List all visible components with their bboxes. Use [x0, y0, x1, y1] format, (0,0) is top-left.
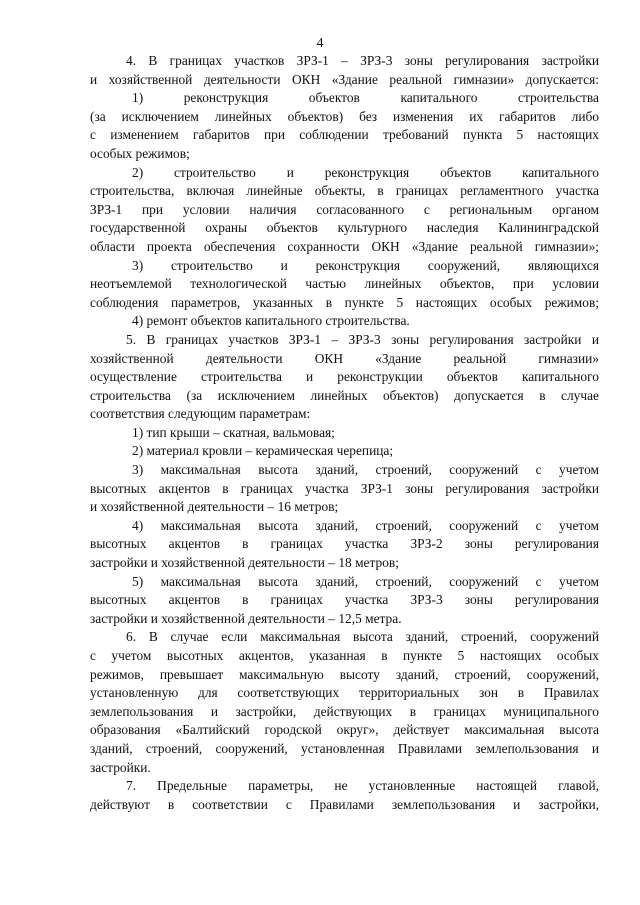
paragraph-p5-4 [90, 517, 599, 573]
text-line: землепользования и застройки, действующих в границах муниципального [90, 703, 599, 719]
paragraph-p7 [90, 777, 599, 814]
text-line: застройки. [90, 759, 151, 775]
text-line: застройки и хозяйственной деятельности – 12,5 метра. [90, 610, 402, 626]
text-line: строительства (за исключением линейных объектов) допускается в случае [90, 387, 599, 403]
text-line: 2) строительство и реконструкция объектов капитального [132, 164, 599, 180]
paragraph-p6 [90, 628, 599, 777]
text-line: 2) материал кровли – керамическая черепица; [132, 443, 394, 459]
text-line: осуществление строительства и реконструкции объектов капитального [90, 369, 599, 385]
text-line: с изменением габаритов при соблюдении требований пункта 5 настоящих [90, 127, 599, 143]
text-line: 4. В границах участков ЗРЗ-1 – ЗРЗ-3 зоны регулирования застройки [126, 53, 599, 68]
paragraph-p5-1 [90, 424, 599, 443]
text-line: 1) реконструкция объектов капитального строительства [132, 90, 599, 106]
paragraph-p5 [90, 331, 599, 424]
paragraph-p5-5 [90, 573, 599, 629]
text-line: высотных акцентов в границах участка ЗРЗ-3 зоны регулирования [90, 592, 599, 608]
text-line: особых режимов; [90, 145, 190, 161]
text-line: 3) максимальная высота зданий, строений, сооружений с учетом [132, 462, 599, 478]
text-line: 4) ремонт объектов капитального строительства. [132, 313, 410, 329]
paragraph-p4-2 [90, 164, 599, 257]
paragraph-p4-1 [90, 89, 599, 163]
page-number: 4 [316, 36, 324, 51]
text-line: высотных акцентов в границах участка ЗРЗ-2 зоны регулирования [90, 536, 599, 552]
text-line: строительства, включая линейные объекты, в границах регламентного участка [90, 183, 599, 199]
paragraph-p4 [90, 52, 599, 89]
text-line: 7. Предельные параметры, не установленные настоящей главой, [126, 778, 599, 794]
text-line: с учетом высотных акцентов, указанная в пункте 5 настоящих особых [90, 648, 599, 663]
text-line: застройки и хозяйственной деятельности – 18 метров; [90, 555, 399, 571]
text-line: режимов, превышает максимальную высоту зданий, строений, сооружений, [90, 666, 599, 682]
text-line: 5) максимальная высота зданий, строений, сооружений с учетом [132, 573, 599, 589]
text-line: установленную для соответствующих территориальных зон в Правилах [90, 685, 599, 701]
text-line: государственной охраны объектов культурного наследия Калининградской [90, 220, 599, 236]
text-line: 3) строительство и реконструкция сооружений, являющихся [132, 257, 599, 273]
text-line: действуют в соответствии с Правилами землепользования и застройки, [90, 796, 599, 812]
text-line: ЗРЗ-1 при условии наличия согласованного с региональным органом [90, 201, 599, 217]
text-line: образования «Балтийский городской округ», действует максимальная высота [90, 722, 599, 738]
text-line: соблюдения параметров, указанных в пункте 5 настоящих особых режимов; [90, 294, 599, 310]
text-line: соответствия следующим параметрам: [90, 406, 311, 422]
text-line: (за исключением линейных объектов) без изменения их габаритов либо [90, 108, 599, 124]
document-body [90, 52, 599, 814]
text-line: 4) максимальная высота зданий, строений, сооружений с учетом [132, 517, 599, 533]
paragraph-p4-3 [90, 257, 599, 313]
text-line: области проекта обеспечения сохранности ОКН «Здание реальной гимназии»; [90, 238, 599, 254]
text-line: и хозяйственной деятельности ОКН «Здание реальной гимназии» допускается: [90, 71, 599, 87]
text-line: неотъемлемой технологической частью линейных объектов, при условии [90, 276, 599, 292]
text-line: 6. В случае если максимальная высота зданий, строений, сооружений [126, 629, 599, 645]
paragraph-p4-4 [90, 312, 599, 331]
text-line: зданий, строений, сооружений, установленная Правилами землепользования и [90, 740, 599, 756]
text-line: высотных акцентов в границах участка ЗРЗ-1 зоны регулирования застройки [90, 480, 599, 496]
text-line: и хозяйственной деятельности – 16 метров; [90, 499, 339, 515]
paragraph-p5-2 [90, 442, 599, 461]
text-line: 5. В границах участков ЗРЗ-1 – ЗРЗ-3 зоны регулирования застройки и [126, 331, 599, 347]
text-line: хозяйственной деятельности ОКН «Здание реальной гимназии» [90, 350, 599, 366]
text-line: 1) тип крыши – скатная, вальмовая; [132, 424, 335, 440]
paragraph-p5-3 [90, 461, 599, 517]
